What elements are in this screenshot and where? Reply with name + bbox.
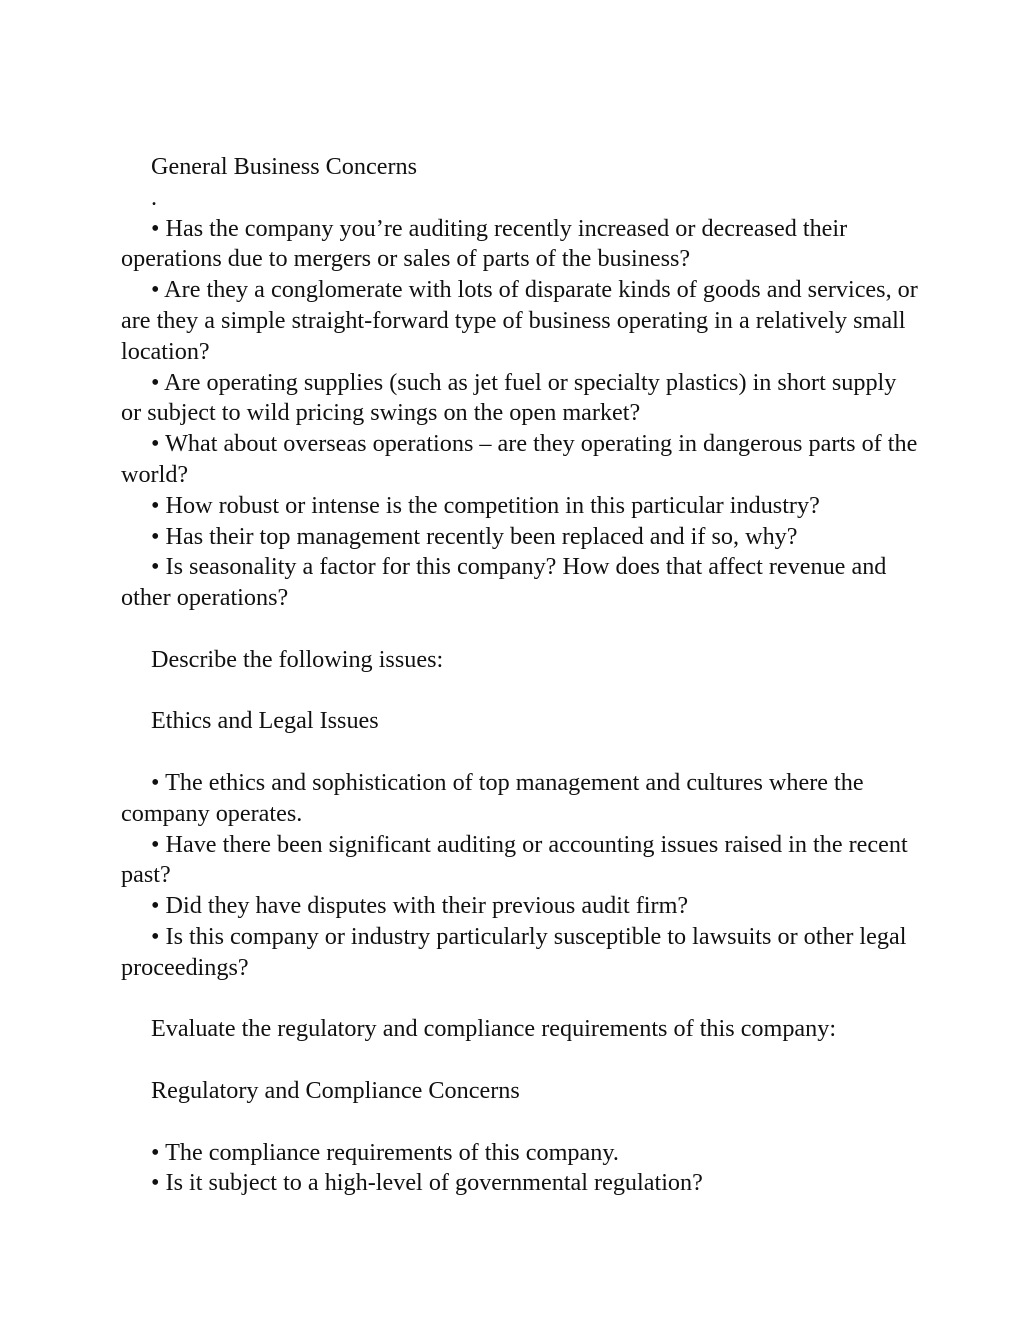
- bullet-item: • Are operating supplies (such as jet fuel or specialty plastics) in short supply or subject to wild pricing swings on the open market?: [121, 368, 897, 427]
- section-heading-regulatory-compliance: Regulatory and Compliance Concerns: [151, 1076, 520, 1104]
- bullet-item: • How robust or intense is the competition in this particular industry?: [151, 491, 820, 519]
- bullet-item: • Is it subject to a high-level of governmental regulation?: [151, 1169, 703, 1197]
- document-page: [121, 152, 921, 1199]
- blank-line: [121, 1107, 921, 1138]
- blank-line: [121, 1045, 921, 1076]
- blank-line: [121, 614, 921, 645]
- section-heading-general-business: General Business Concerns: [151, 153, 418, 180]
- bullet-item: • Did they have disputes with their previous audit firm?: [151, 892, 689, 920]
- separator-dot: .: [151, 183, 158, 211]
- bullet-item: • The ethics and sophistication of top management and cultures where the company operates.: [121, 768, 864, 827]
- bullet-item: • What about overseas operations – are they operating in dangerous parts of the world?: [121, 430, 918, 488]
- prompt-evaluate-regulatory: Evaluate the regulatory and compliance requirements of this company:: [151, 1015, 837, 1043]
- prompt-describe-issues: Describe the following issues:: [151, 645, 444, 673]
- blank-line: [121, 984, 921, 1015]
- bullet-item: • Are they a conglomerate with lots of disparate kinds of goods and services, or are they a simple straight-forward type of business operating in a relatively small location?: [121, 276, 918, 365]
- bullet-item: • Is this company or industry particularly susceptible to lawsuits or other legal proceedings?: [121, 922, 907, 981]
- blank-line: [121, 676, 921, 707]
- blank-line: [121, 737, 921, 768]
- bullet-item: • Has their top management recently been replaced and if so, why?: [151, 522, 798, 550]
- section-heading-ethics-legal: Ethics and Legal Issues: [151, 707, 379, 735]
- bullet-item: • The compliance requirements of this company.: [151, 1138, 619, 1166]
- bullet-item: • Has the company you’re auditing recently increased or decreased their operations due to mergers or sales of parts of the business?: [121, 214, 848, 273]
- bullet-item: • Have there been significant auditing or accounting issues raised in the recent past?: [121, 830, 908, 889]
- bullet-item: • Is seasonality a factor for this company? How does that affect revenue and other operations?: [121, 553, 887, 612]
